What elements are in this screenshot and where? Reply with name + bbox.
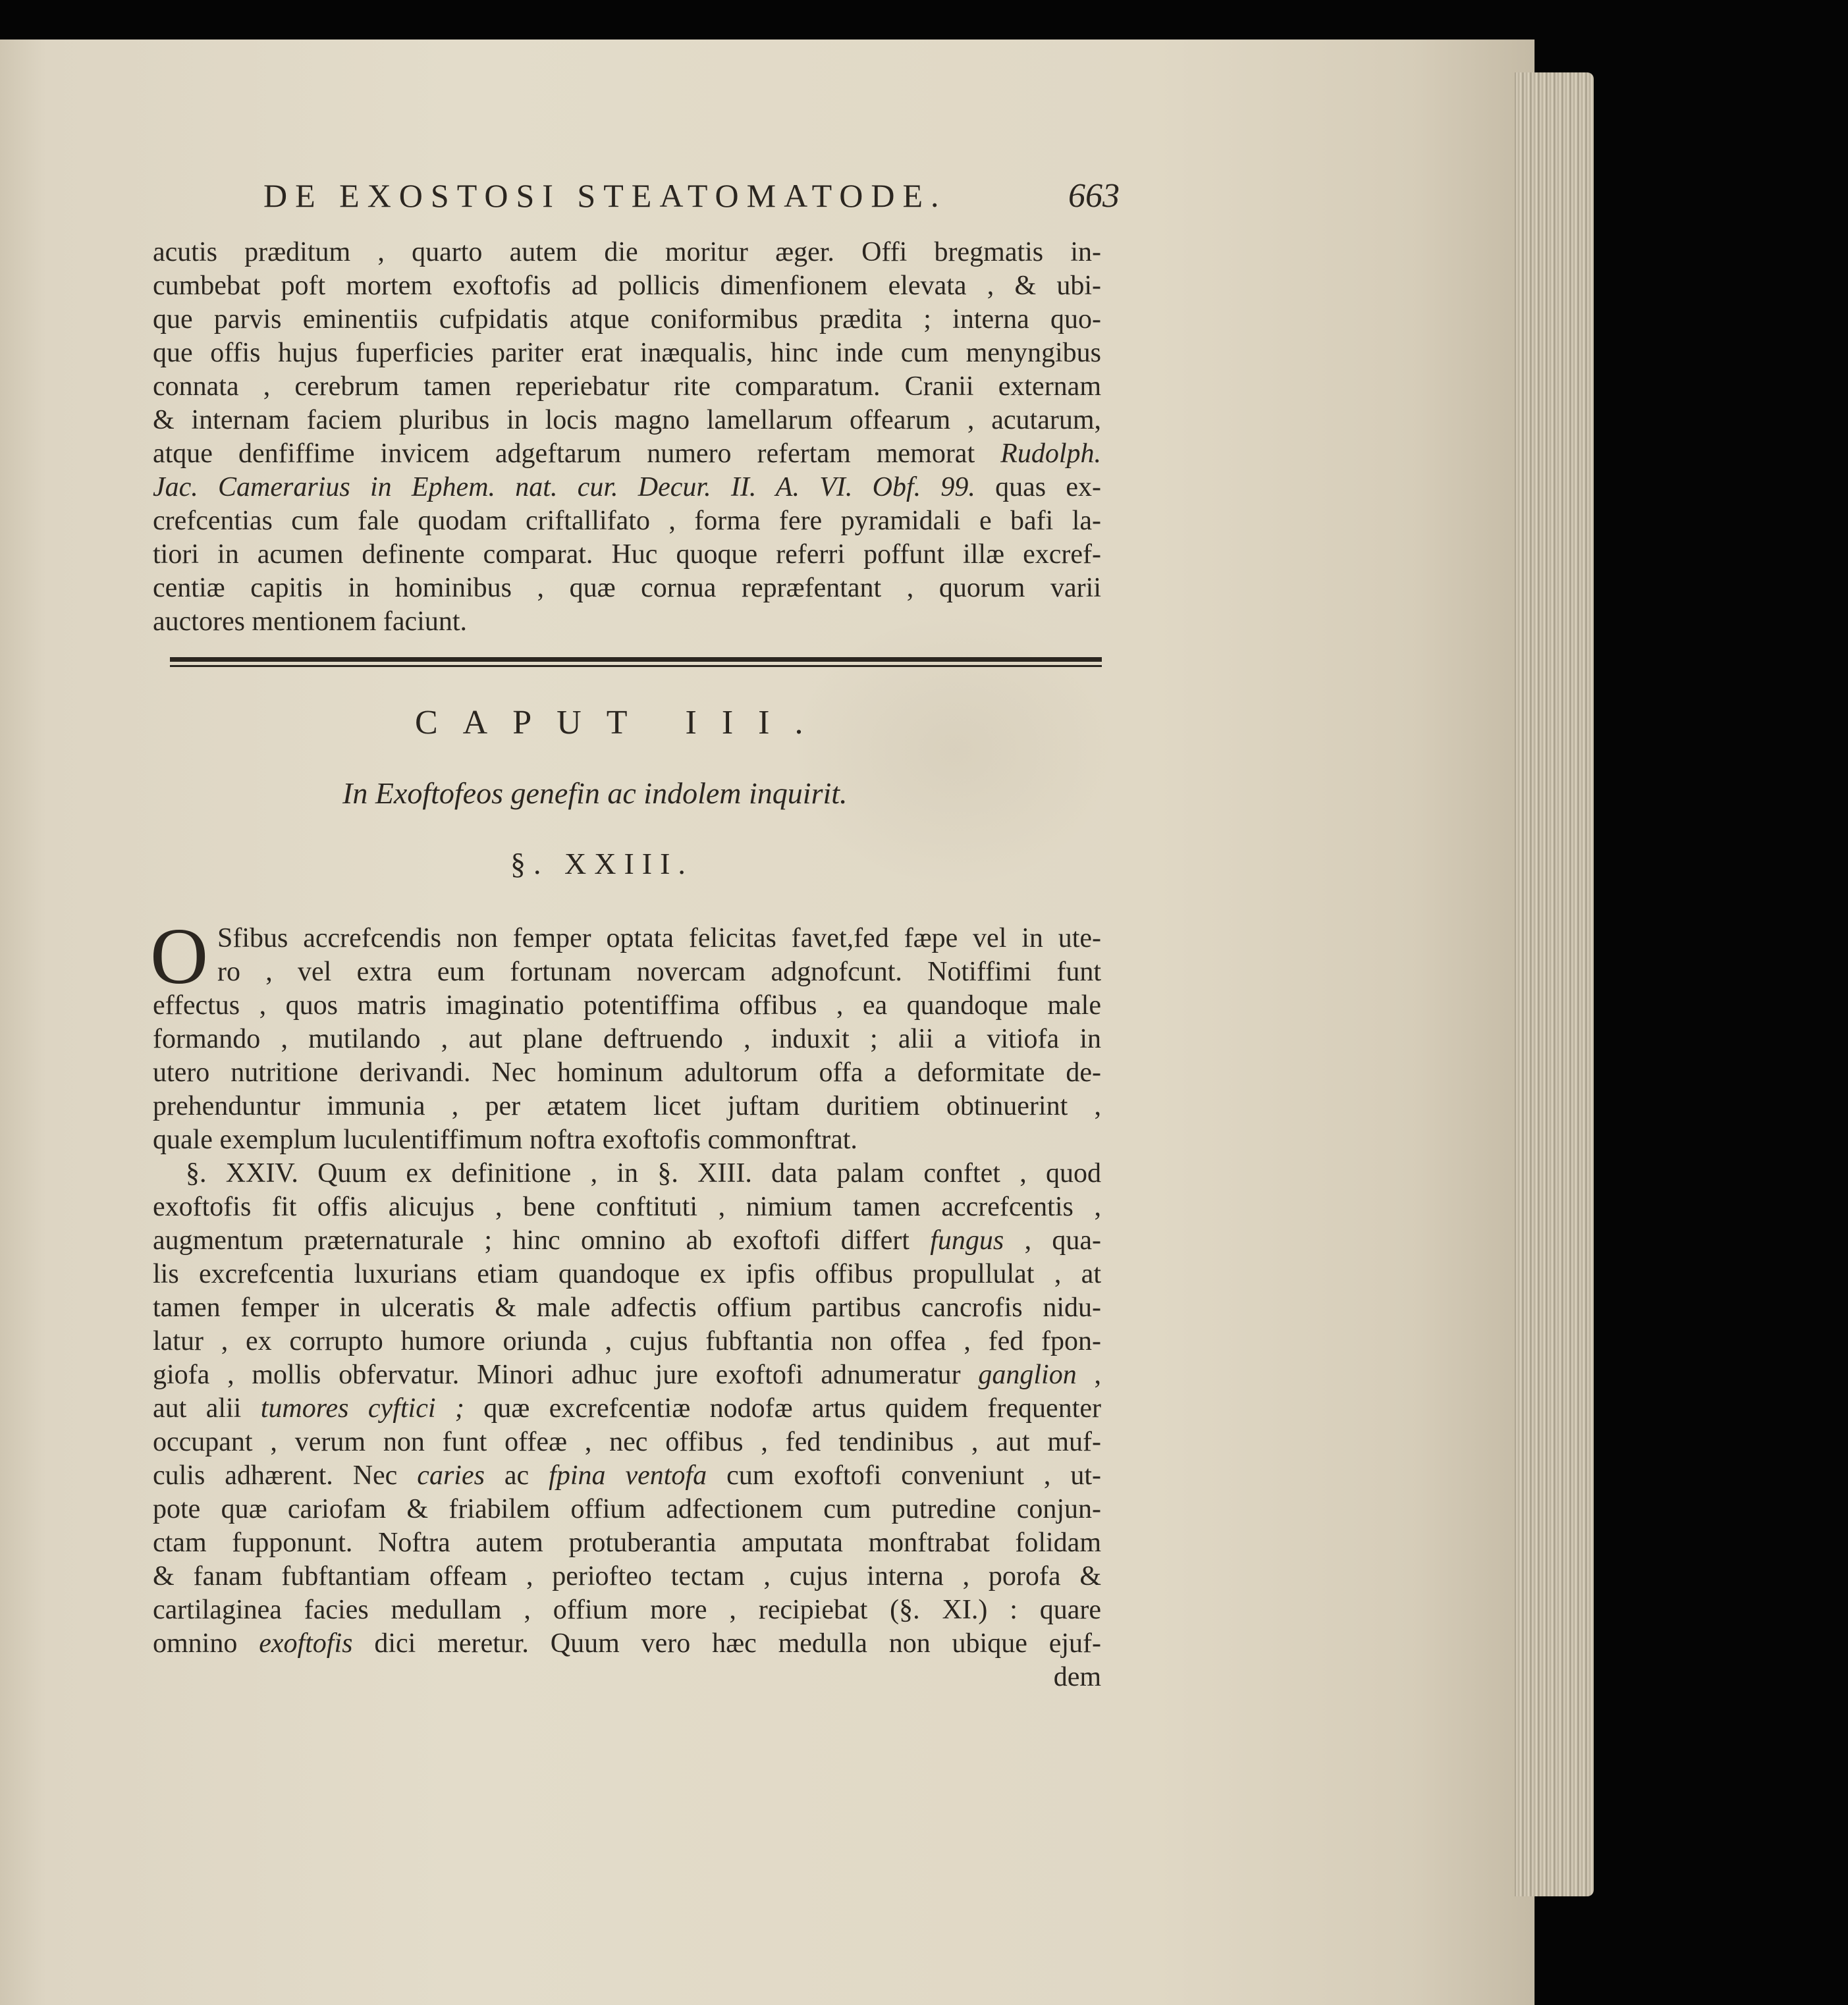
text-line: que parvis eminentiis cufpidatis atque coniformibus prædita ; interna quo- [153,304,1101,334]
text-line: prehenduntur immunia , per ætatem licet juftam duritiem obtinuerint , [153,1091,1101,1121]
text-line: occupant , verum non funt offeæ , nec offibus , fed tendinibus , aut muf- [153,1427,1101,1457]
text-line: lis excrefcentia luxurians etiam quandoque ex ipfis offibus propullulat , at [153,1259,1101,1289]
author-name: Rudolph. [1000,439,1101,469]
text-line: & internam faciem pluribus in locis magno lamellarum offearum , acutarum, [153,405,1101,435]
text-run: , qua- [1004,1225,1101,1256]
text-line [153,471,1101,504]
text-line: acutis præditum , quarto autem die moritur æger. Offi bregmatis in- [153,237,1101,267]
page-number: 663 [1068,177,1120,215]
text-line: auctores mentionem faciunt. [153,606,467,637]
text-line: ctam fupponunt. Noftra autem protuberantia amputata monftrabat folidam [153,1528,1101,1558]
citation: Jac. Camerarius in Ephem. nat. cur. Decur. II. A. VI. Obf. 99. [153,472,975,502]
text-run: giofa , mollis obfervatur. Minori adhuc jure exoftofi adnumeratur [153,1360,979,1390]
text-line: cumbebat poft mortem exoftofis ad pollicis dimenfionem elevata , & ubi- [153,271,1101,301]
chapter-subtitle: In Exoftofeos genefin ac indolem inquirit. [342,776,848,810]
chapter-title: CAPUT III. [415,704,829,741]
text-run: culis adhærent. Nec [153,1460,418,1491]
text-line [153,1459,1101,1493]
text-line [153,1224,1101,1258]
text-line [153,1392,1101,1426]
page-edges [1515,72,1594,1896]
text-run: atque denfiffime invicem adgeftarum numero refertam memorat [153,439,1001,469]
divider-rule-thin [170,665,1102,667]
term: fpina ventofa [549,1460,707,1491]
text-run: augmentum præternaturale ; hinc omnino ab exoftofi differt [153,1225,931,1256]
paragraph-top [153,236,1101,639]
divider-rule-thick [170,657,1102,662]
text-line: tiori in acumen definente comparat. Huc quoque referri poffunt illæ excref- [153,539,1101,570]
page-header [263,176,1120,229]
text-line: formando , mutilando , aut plane deftruendo , induxit ; alii a vitiofa in [153,1024,1101,1054]
section-23-paragraph [153,989,1101,1157]
term: ganglion [978,1360,1077,1390]
running-head: DE EXOSTOSI STEATOMATODE. [263,177,947,214]
text-line [153,1627,1101,1661]
text-line: crefcentias cum fale quodam criftallifato , forma fere pyramidali e bafi la- [153,506,1101,536]
text-line [153,1358,1101,1392]
text-line: utero nutritione derivandi. Nec hominum adultorum offa a deformitate de- [153,1057,1101,1088]
text-line: & fanam fubftantiam offeam , periofteo tectam , cujus interna , porofa & [153,1561,1101,1591]
text-run: , [1076,1360,1101,1390]
section-24-paragraph [153,1157,1101,1694]
term: fungus [930,1225,1004,1256]
drop-cap: O [150,912,209,1001]
text-run: quas ex- [975,472,1101,502]
text-line: ro , vel extra eum fortunam novercam adgnofcunt. Notiffimi funt [217,957,1101,987]
text-line: centiæ capitis in hominibus , quæ cornua repræfentant , quorum varii [153,573,1101,603]
text-run: dici meretur. Quum vero hæc medulla non ubique ejuf- [352,1628,1101,1659]
text-run: quæ excrefcentiæ nodofæ artus quidem frequenter [464,1393,1101,1424]
text-line: tamen femper in ulceratis & male adfectis offium partibus cancrofis nidu- [153,1293,1101,1323]
text-line: Sfibus accrefcendis non femper optata felicitas favet,fed fæpe vel in ute- [217,923,1101,953]
catchword: dem [1053,1662,1101,1692]
text-line: que offis hujus fuperficies pariter erat inæqualis, hinc inde cum menyngibus [153,338,1101,368]
text-line: §. XXIV. Quum ex definitione , in §. XIII. data palam conftet , quod [186,1158,1101,1189]
paper-stain [790,612,1120,889]
section-23-dropcap-lines [217,922,1101,989]
text-line: latur , ex corrupto humore oriunda , cujus fubftantia non offea , fed fpon- [153,1326,1101,1356]
text-run: cum exoftofi conveniunt , ut- [707,1460,1101,1491]
text-run: ac [484,1460,549,1491]
text-line: quale exemplum luculentiffimum noftra exoftofis commonftrat. [153,1125,857,1155]
text-line: pote quæ cariofam & friabilem offium adfectionem cum putredine conjun- [153,1494,1101,1524]
term: caries [417,1460,485,1491]
text-run: aut alii [153,1393,261,1424]
text-run: omnino [153,1628,259,1659]
text-line: exoftofis fit offis alicujus , bene conftituti , nimium tamen accrefcentis , [153,1192,1101,1222]
term: tumores cyftici ; [260,1393,464,1424]
text-line: connata , cerebrum tamen reperiebatur rite comparatum. Cranii externam [153,371,1101,402]
section-mark: §. XXIII. [510,847,693,880]
text-line: effectus , quos matris imaginatio potentiffima offibus , ea quandoque male [153,990,1101,1021]
term: exoftofis [259,1628,353,1659]
text-line [153,437,1101,471]
text-line: cartilaginea facies medullam , offium more , recipiebat (§. XI.) : quare [153,1595,1101,1625]
